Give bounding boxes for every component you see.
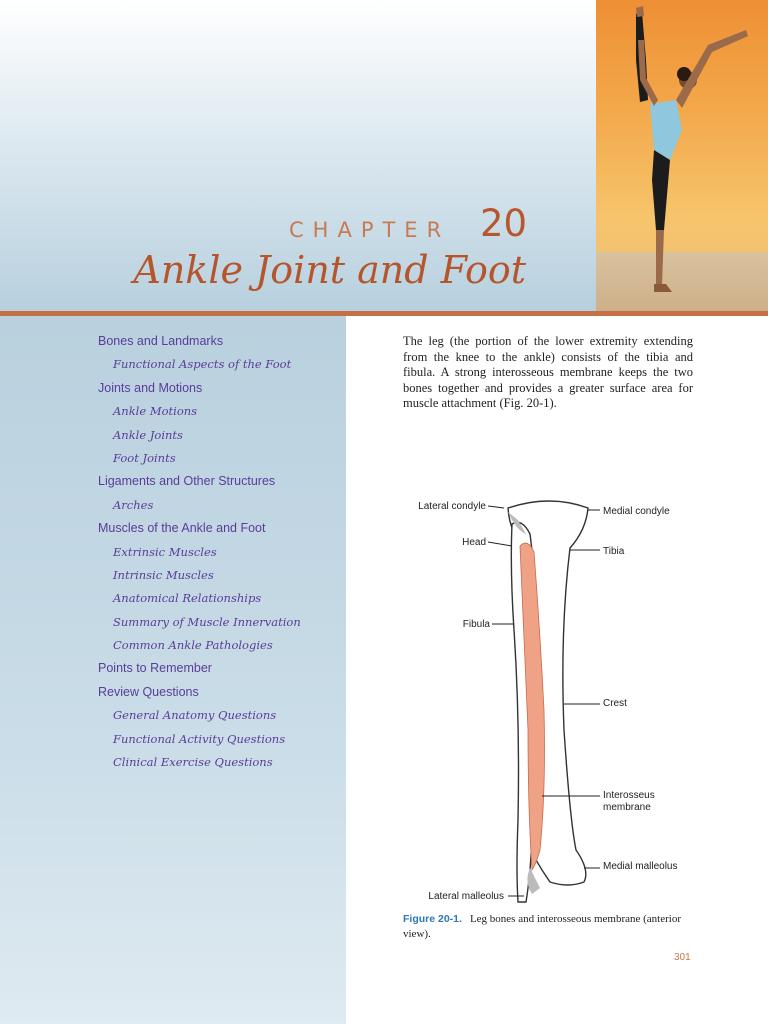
toc-subsection[interactable]: Intrinsic Muscles [113, 567, 214, 582]
chapter-number: 20 [480, 202, 528, 245]
dancer-figure [596, 0, 768, 311]
lateral-malleolus-shading [527, 868, 540, 894]
label-interosseus-1: Interosseus [603, 790, 655, 801]
toc-section[interactable]: Bones and Landmarks [98, 334, 224, 348]
toc-subsection[interactable]: Extrinsic Muscles [113, 544, 217, 559]
label-lateral-malleolus: Lateral malleolus [428, 891, 504, 902]
toc-subsection[interactable]: Anatomical Relationships [113, 591, 262, 606]
toc-subsection[interactable]: Ankle Motions [113, 404, 198, 419]
chapter-photo [596, 0, 768, 311]
figure-caption [403, 912, 693, 942]
toc-section[interactable]: Points to Remember [98, 661, 212, 676]
caption-text: Leg bones and interosseous membrane (anterior view). [403, 913, 682, 940]
toc-subsection[interactable]: Foot Joints [113, 450, 176, 465]
page-number: 301 [674, 952, 691, 963]
toc-subsection[interactable]: Arches [113, 497, 154, 512]
toc-subsection[interactable]: Ankle Joints [113, 427, 183, 442]
toc-subsection[interactable]: Summary of Muscle Innervation [113, 614, 301, 629]
toc-subsection[interactable]: Functional Aspects of the Foot [113, 357, 292, 372]
label-lateral-condyle: Lateral condyle [418, 501, 486, 512]
toc-section[interactable]: Review Questions [98, 684, 199, 699]
label-head: Head [462, 537, 486, 548]
toc-subsection[interactable]: Clinical Exercise Questions [113, 755, 273, 770]
label-tibia: Tibia [603, 546, 625, 557]
figure-20-1 [400, 490, 700, 910]
toc-subsection[interactable]: General Anatomy Questions [113, 708, 277, 723]
toc-subsection[interactable]: Common Ankle Pathologies [113, 638, 273, 653]
chapter-label: CHAPTER [289, 218, 451, 242]
leg-bones-illustration [400, 490, 700, 910]
toc-section[interactable]: Ligaments and Other Structures [98, 474, 276, 489]
chapter-title: Ankle Joint and Foot [133, 248, 526, 292]
intro-paragraph: The leg (the portion of the lower extremity extending from the knee to the ankle) consists of the tibia and fibula. A strong interosseous membrane keeps the two bones together and provides a greater surface area for muscle attachment (Fig. 20-1). [403, 334, 693, 411]
label-medial-malleolus: Medial malleolus [603, 861, 678, 872]
toc-section[interactable]: Muscles of the Ankle and Foot [98, 521, 266, 536]
label-fibula: Fibula [462, 619, 490, 630]
toc-section[interactable]: Joints and Motions [98, 380, 203, 395]
label-medial-condyle: Medial condyle [603, 506, 670, 517]
table-of-contents [98, 330, 343, 774]
label-crest: Crest [603, 698, 627, 709]
label-interosseus-2: membrane [603, 802, 651, 813]
toc-subsection[interactable]: Functional Activity Questions [113, 731, 286, 746]
caption-figure-id: Figure 20-1. [403, 913, 462, 925]
